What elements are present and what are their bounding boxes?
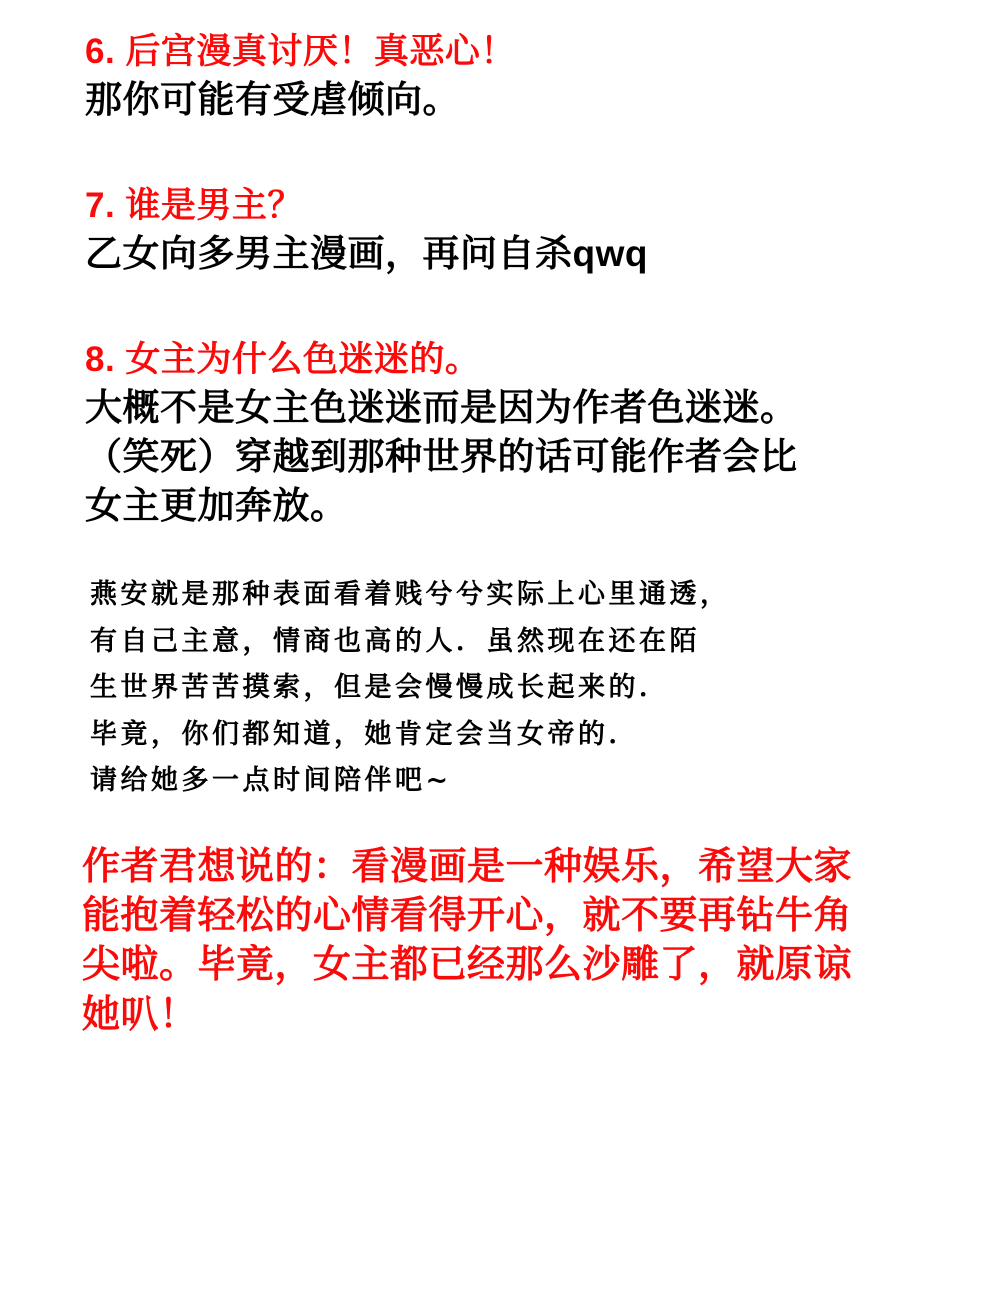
note-line: 有自己主意，情商也高的人．虽然现在还在陌 <box>90 625 700 657</box>
qa-item-8 <box>85 338 960 530</box>
note-line: 毕竟，你们都知道，她肯定会当女帝的． <box>90 718 639 750</box>
author-message-line: 尖啦。毕竟，女主都已经那么沙雕了，就原谅 <box>82 944 853 987</box>
author-message-line: 作者君想说的：看漫画是一种娱乐，希望大家 <box>82 845 853 888</box>
question-text: 8. 女主为什么色迷迷的。 <box>85 340 481 379</box>
note-line: 请给她多一点时间陪伴吧~ <box>90 765 452 797</box>
question-text: 7. 谁是男主？ <box>85 186 303 225</box>
answer-text: （笑死）穿越到那种世界的话可能作者会比 <box>85 436 798 477</box>
spacer <box>85 304 960 338</box>
author-message-line: 她叭！ <box>82 993 198 1036</box>
question-text: 6. 后宫漫真讨厌！真恶心！ <box>85 32 516 71</box>
qa-item-7 <box>85 184 960 278</box>
author-message <box>82 843 960 1041</box>
answer-text: 乙女向多男主漫画，再问自杀qwq <box>85 232 648 274</box>
answer-text: 女主更加奔放。 <box>85 485 348 527</box>
author-message-line: 能抱着轻松的心情看得开心，就不要再钻牛角 <box>82 894 853 937</box>
note-line: 燕安就是那种表面看着贱兮兮实际上心里通透， <box>90 579 731 611</box>
answer-text: 那你可能有受虐倾向。 <box>85 78 460 120</box>
qa-item-6 <box>85 30 960 124</box>
answer-text: 大概不是女主色迷迷而是因为作者色迷迷。 <box>85 386 798 428</box>
handwritten-note <box>90 572 960 804</box>
note-line: 生世界苦苦摸索，但是会慢慢成长起来的． <box>90 672 670 704</box>
spacer <box>85 150 960 184</box>
